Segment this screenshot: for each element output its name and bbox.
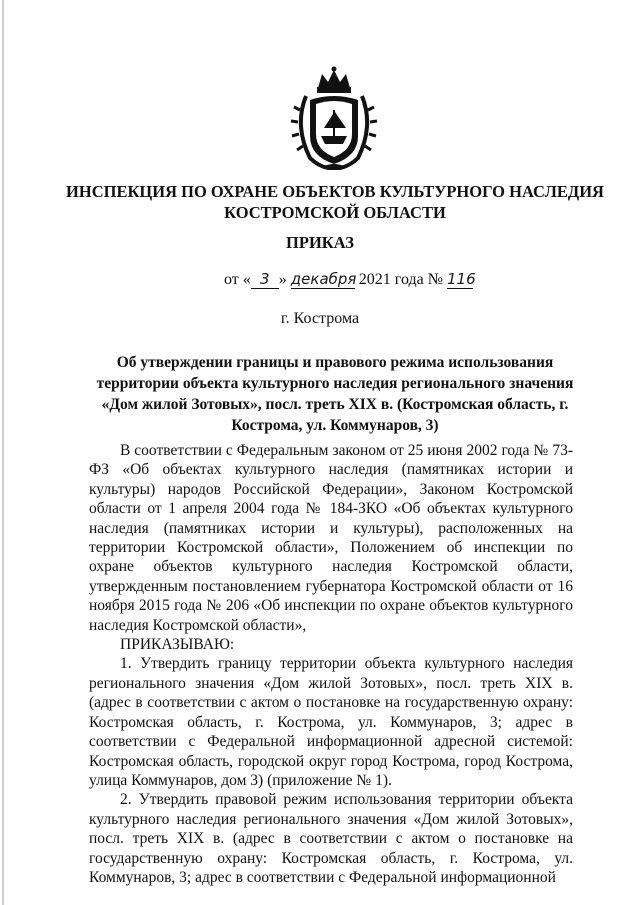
organization-name: ИНСПЕКЦИЯ ПО ОХРАНЕ ОБЪЕКТОВ КУЛЬТУРНОГО НАСЛЕДИЯ КОСТРОМСКОЙ ОБЛАСТИ xyxy=(66,182,604,222)
date-day: 3 xyxy=(260,270,270,288)
scan-edge-line xyxy=(2,0,4,905)
document-title: Об утверждении границы и правового режима использования территории объекта культурного наследия регионального значения «Дом жилой Зотовых», посл. треть XIX в. (Костромская область, г. Кострома, ул. Коммунаров, 3) xyxy=(96,354,574,434)
date-prefix: от « xyxy=(224,271,251,288)
document-body xyxy=(89,441,573,887)
date-month-blank xyxy=(291,270,355,289)
kostroma-coat-of-arms-icon xyxy=(288,66,380,170)
date-year: 2021 года № xyxy=(358,271,443,288)
date-line xyxy=(224,270,476,289)
document-type: ПРИКАЗ xyxy=(286,233,354,252)
doc-number: 116 xyxy=(447,270,476,288)
doc-number-blank xyxy=(447,270,476,289)
item-2-paragraph: 2. Утвердить правовой режим использования территории объекта культурного наследия регионального значения «Дом жилой Зотовых», посл. треть XIX в. (адрес в соответствии с актом о постановке на государственную охрану: Костромская область, г. Кострома, ул. Коммунаров, 3; адрес в соответствии с Федеральной информационной xyxy=(89,791,573,886)
item-1-paragraph: 1. Утвердить границу территории объекта культурного наследия регионального значения «Дом жилой Зотовых», посл. треть XIX в. (адрес в соответствии с актом о постановке на государственную охрану: Костромская область, г. Кострома, ул. Коммунаров, 3; адрес в соответствии с Федеральной информационной адресной системой: Костромская область, городской округ город Кострома, город Кострома, улица Коммунаров, дом 3) (приложение № 1). xyxy=(89,655,573,789)
city: г. Кострома xyxy=(280,310,360,327)
order-word: ПРИКАЗЫВАЮ: xyxy=(120,636,235,654)
date-day-blank xyxy=(251,270,279,289)
date-mid: » xyxy=(278,271,287,288)
preamble-paragraph: В соответствии с Федеральным законом от 25 июня 2002 года № 73-ФЗ «Об объектах культурного наследия (памятниках истории и культуры) народов Российской Федерации», Законом Костромской области от 1 апреля 2004 года № 184-ЗКО «Об объектах культурного наследия (памятниках истории и культуры), расположенных на территории Костромской области», Положением об инспекции по охране объектов культурного наследия Костромской области, утвержденным постановлением губернатора Костромской области от 16 ноября 2015 года № 206 «Об инспекции по охране объектов культурного наследия Костромской области», xyxy=(89,442,573,634)
date-month: декабря xyxy=(290,270,357,288)
